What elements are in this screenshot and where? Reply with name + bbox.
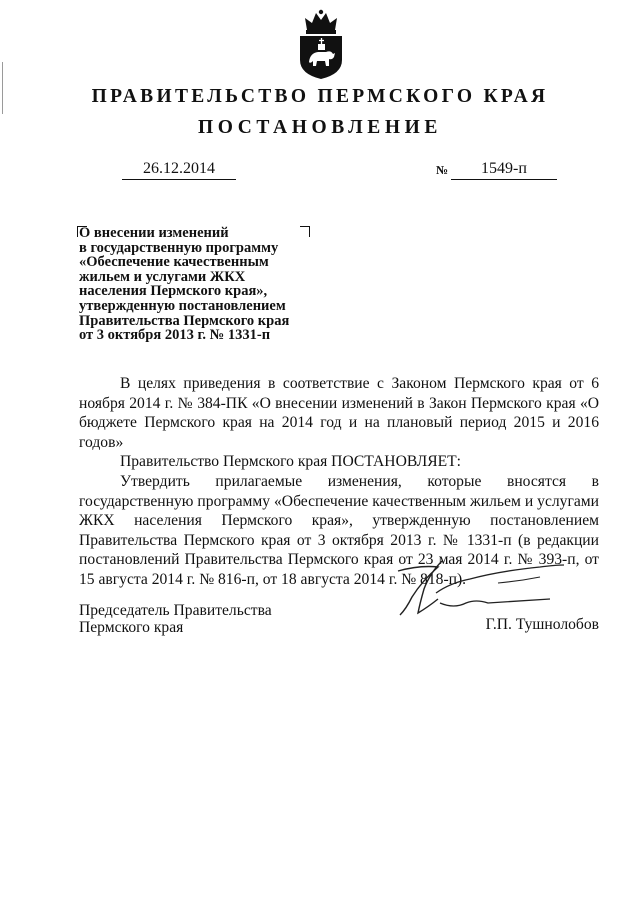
body-paragraph: Правительство Пермского края ПОСТАНОВЛЯЕТ: xyxy=(120,453,461,471)
body-paragraph: В целях приведения в соответствие с Законом Пермского края от 6 ноября 2014 г. № 384-ПК «О внесении изменений в Закон Пермского края «О бюджете Пермского края на 2014 год и на плановый период 2015 и 2016 годов» xyxy=(79,375,599,451)
subject-line: в государственную программу xyxy=(79,239,279,256)
number-label: № xyxy=(436,163,449,177)
subject-line: О внесении изменений xyxy=(79,225,229,241)
signer-position xyxy=(79,603,272,636)
body-paragraph: Утвердить прилагаемые изменения, которые вносятся в государственную программу «Обеспечение качественным жильем и услугами ЖКХ населения Пермского края», утвержденную постановлением Правительства Пермского края от 3 октября 2013 г. № 1331-п (в редакции постановлений Правительства Пермского края от 23 мая 2014 г. № 393-п, от 15 августа 2014 г. № 816-п, от 18 августа 2014 г. № 818-п). xyxy=(79,472,599,588)
coat-of-arms-icon xyxy=(296,8,346,80)
document-type: ПОСТАНОВЛЕНИЕ xyxy=(197,117,443,138)
decree-date: 26.12.2014 xyxy=(122,159,236,180)
subject-line: «Обеспечение качественным xyxy=(79,254,269,271)
handwritten-signature xyxy=(380,553,580,623)
subject-line: населения Пермского края», xyxy=(79,283,268,300)
government-name: ПРАВИТЕЛЬСТВО ПЕРМСКОГО КРАЯ xyxy=(91,86,549,107)
signer-position-line: Председатель Правительства xyxy=(79,602,272,619)
subject-line: жильем и услугами ЖКХ xyxy=(79,268,246,285)
signer-position-line: Пермского края xyxy=(79,618,184,636)
decree-subject xyxy=(79,226,319,343)
subject-line: от 3 октября 2013 г. № 1331-п xyxy=(79,327,271,344)
signer-name: Г.П. Тушнолобов xyxy=(485,616,599,633)
subject-line: Правительства Пермского края xyxy=(79,312,290,329)
subject-line: утвержденную постановлением xyxy=(79,297,286,314)
decree-number: 1549-п xyxy=(451,159,557,180)
